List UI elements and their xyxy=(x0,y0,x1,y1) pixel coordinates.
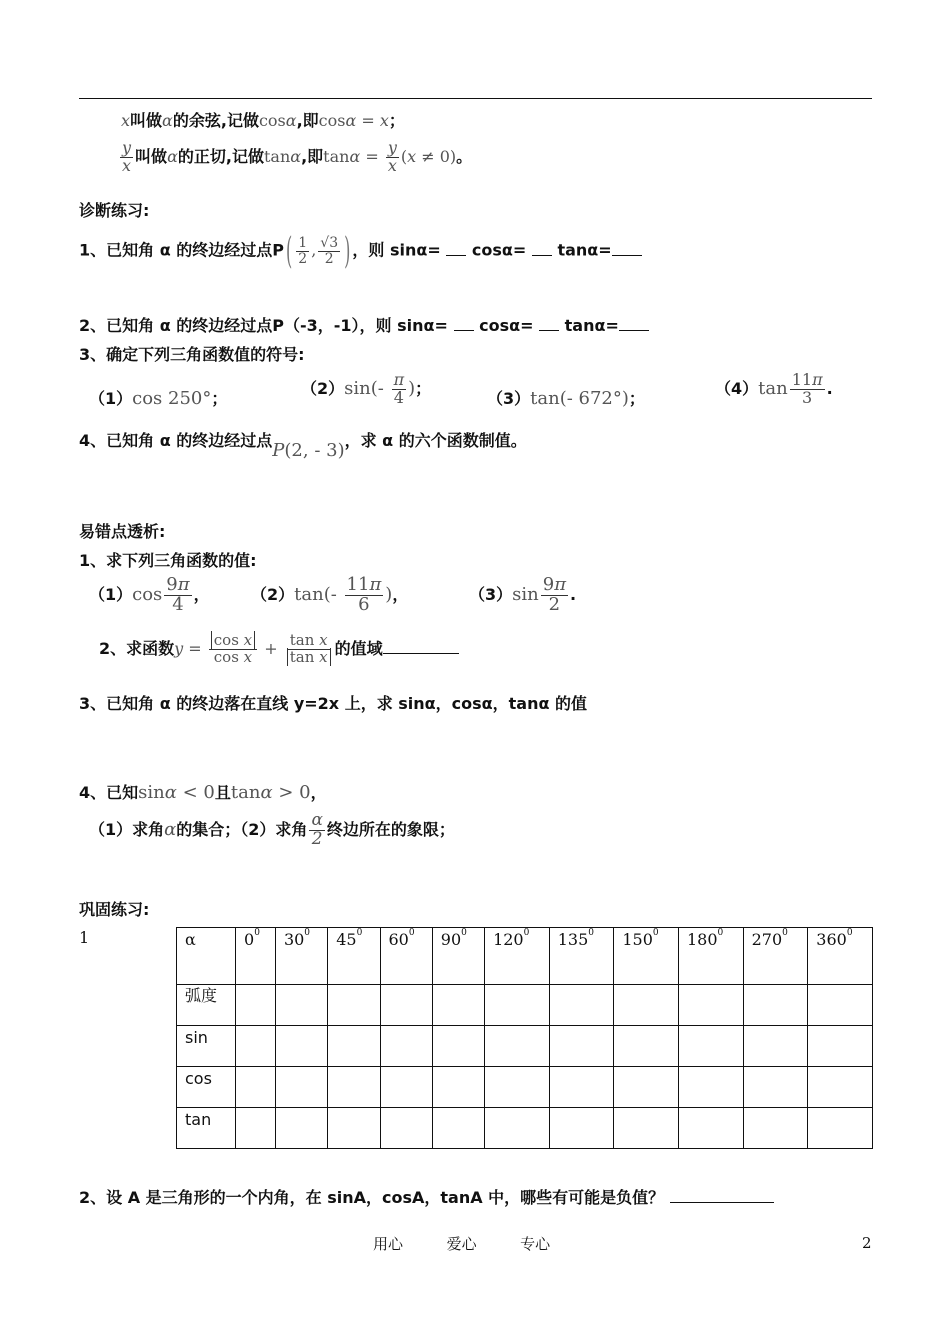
footer-motto-3: 专心 xyxy=(520,1235,551,1253)
row-label-tan: tan xyxy=(177,1108,236,1149)
table-cell[interactable] xyxy=(485,1108,550,1149)
table-degree-cell: $0^0$ xyxy=(236,928,276,985)
table-cell[interactable] xyxy=(328,985,380,1026)
diagnosis-q3-item2: （2）sin(- $\frac{\pi}{4}$ )； xyxy=(301,370,432,407)
table-cell[interactable] xyxy=(678,1108,743,1149)
table-cell[interactable] xyxy=(743,1067,808,1108)
diagnosis-q1: 1、已知角 α 的终边经过点P ( $\frac{1}{2}$ , $\frac{√3}{2}$ ) ，则 sinα= cosα= tanα= xyxy=(79,236,642,266)
errors-q4-parts: （1）求角α的集合；（2）求角 $\frac{\alpha}{2}$ 终边所在的象限； xyxy=(89,810,455,849)
table-cell[interactable] xyxy=(678,985,743,1026)
cos-definition: x叫做α的余弦,记做cosα,即cosα = x； xyxy=(121,111,405,130)
table-cell[interactable] xyxy=(236,985,276,1026)
row-label-sin: sin xyxy=(177,1026,236,1067)
consolidation-q1-number: 1 xyxy=(79,928,90,947)
table-cell[interactable] xyxy=(743,1026,808,1067)
table-cell[interactable] xyxy=(380,1108,432,1149)
errors-q1: 1、求下列三角函数的值: xyxy=(79,551,257,570)
table-cell[interactable] xyxy=(549,1067,614,1108)
table-cell[interactable] xyxy=(614,1067,679,1108)
table-cell[interactable] xyxy=(432,1108,484,1149)
table-cell[interactable] xyxy=(275,1067,327,1108)
diagnosis-q3-item3: （3）tan(- 672°)； xyxy=(487,388,645,409)
table-cell[interactable] xyxy=(236,1026,276,1067)
table-cell[interactable] xyxy=(328,1026,380,1067)
table-row-radian xyxy=(177,985,873,1026)
table-cell[interactable] xyxy=(328,1067,380,1108)
table-cell[interactable] xyxy=(549,985,614,1026)
table-degree-cell: $360^0$ xyxy=(808,928,873,985)
table-cell[interactable] xyxy=(380,985,432,1026)
table-cell[interactable] xyxy=(614,1108,679,1149)
errors-q3: 3、已知角 α 的终边落在直线 y=2x 上，求 sinα，cosα，tanα 的值 xyxy=(79,694,588,713)
consolidation-q2: 2、设 A 是三角形的一个内角，在 sinA，cosA，tanA 中，哪些有可能是负值？ xyxy=(79,1185,774,1208)
table-cell[interactable] xyxy=(328,1108,380,1149)
errors-q2: 2、求函数y = $\frac{\text{cos x}}{\text{cos x}}$ + $\frac{\text{tan x}}{\text{tan x}}$ 的值域 xyxy=(99,633,459,666)
table-degree-cell: $60^0$ xyxy=(380,928,432,985)
table-cell[interactable] xyxy=(678,1067,743,1108)
diagnosis-q2: 2、已知角 α 的终边经过点P（-3，-1），则 sinα= cosα= tanα= xyxy=(79,313,649,336)
table-row-tan xyxy=(177,1108,873,1149)
page-number: 2 xyxy=(862,1234,872,1252)
errors-q1-item2: （2）tan(- $\frac{11\pi}{6}$ )， xyxy=(251,574,409,615)
errors-title: 易错点透析: xyxy=(79,522,166,541)
table-cell[interactable] xyxy=(432,985,484,1026)
table-cell[interactable] xyxy=(275,1026,327,1067)
table-cell[interactable] xyxy=(808,1067,873,1108)
table-degree-cell: $135^0$ xyxy=(549,928,614,985)
table-cell[interactable] xyxy=(380,1067,432,1108)
errors-q1-item3: （3）sin $\frac{9\pi}{2}$ . xyxy=(469,574,577,615)
diagnosis-q4: 4、已知角 α 的终边经过点P(2, - 3)，求 α 的六个函数制值。 xyxy=(79,431,527,461)
table-cell[interactable] xyxy=(485,1026,550,1067)
consolidation-title: 巩固练习: xyxy=(79,900,150,919)
footer-motto-1: 用心 xyxy=(373,1235,404,1253)
row-label-radian: 弧度 xyxy=(177,985,236,1026)
trig-value-table xyxy=(176,927,873,1149)
table-cell[interactable] xyxy=(275,1108,327,1149)
table-cell[interactable] xyxy=(743,985,808,1026)
table-cell[interactable] xyxy=(275,985,327,1026)
table-header-row xyxy=(177,928,873,985)
tan-definition: $\frac{y}{x}$ 叫做α的正切,记做tanα,即tanα = $\frac{y}{x}$ (x ≠ 0)。 xyxy=(122,138,473,175)
table-cell[interactable] xyxy=(614,985,679,1026)
table-cell[interactable] xyxy=(485,1067,550,1108)
table-degree-cell: $270^0$ xyxy=(743,928,808,985)
table-cell[interactable] xyxy=(236,1067,276,1108)
table-cell[interactable] xyxy=(808,1026,873,1067)
table-cell[interactable] xyxy=(432,1067,484,1108)
table-degree-cell: $180^0$ xyxy=(678,928,743,985)
table-degree-cell: $30^0$ xyxy=(275,928,327,985)
table-cell[interactable] xyxy=(549,1026,614,1067)
table-degree-cell: $150^0$ xyxy=(614,928,679,985)
table-degree-cell: $45^0$ xyxy=(328,928,380,985)
table-row-cos xyxy=(177,1067,873,1108)
table-row-sin xyxy=(177,1026,873,1067)
table-degree-cell: $120^0$ xyxy=(485,928,550,985)
table-degree-cell: $90^0$ xyxy=(432,928,484,985)
table-cell[interactable] xyxy=(549,1108,614,1149)
diagnosis-q3: 3、确定下列三角函数值的符号: xyxy=(79,345,305,364)
table-cell[interactable] xyxy=(808,1108,873,1149)
errors-q4: 4、已知sinα < 0且tanα > 0， xyxy=(79,782,327,803)
diagnosis-q3-item4: （4）tan $\frac{11\pi}{3}$ . xyxy=(715,370,833,407)
table-cell[interactable] xyxy=(808,985,873,1026)
header-rule xyxy=(79,98,872,99)
table-cell[interactable] xyxy=(380,1026,432,1067)
table-cell[interactable] xyxy=(485,985,550,1026)
table-cell[interactable] xyxy=(678,1026,743,1067)
table-cell[interactable] xyxy=(614,1026,679,1067)
table-cell[interactable] xyxy=(432,1026,484,1067)
diagnosis-q3-item1: （1）cos 250°； xyxy=(89,388,228,409)
table-header-alpha: α xyxy=(177,928,236,985)
footer-motto xyxy=(373,1233,550,1254)
table-cell[interactable] xyxy=(236,1108,276,1149)
table-cell[interactable] xyxy=(743,1108,808,1149)
errors-q1-item1: （1）cos $\frac{9\pi}{4}$ ， xyxy=(89,574,210,615)
diagnosis-title: 诊断练习: xyxy=(79,201,150,220)
row-label-cos: cos xyxy=(177,1067,236,1108)
footer-motto-2: 爱心 xyxy=(446,1235,477,1253)
